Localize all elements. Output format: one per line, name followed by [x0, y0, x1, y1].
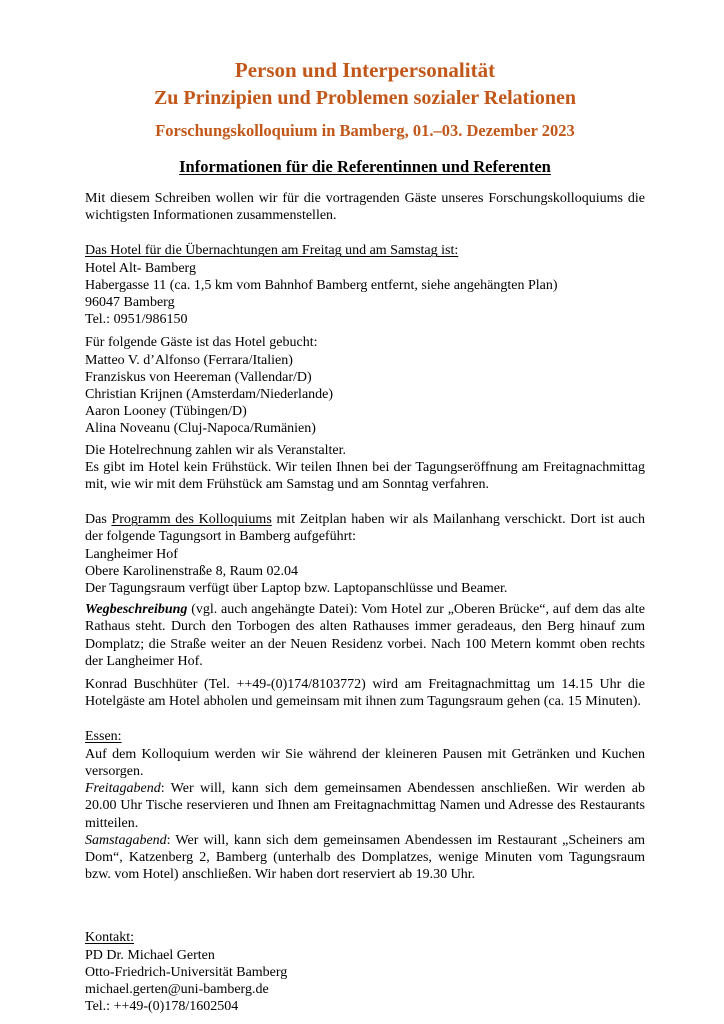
hotel-breakfast-note: Es gibt im Hotel kein Frühstück. Wir teilen Ihnen bei der Tagungseröffnung am Freitagnachmittag mit, wie wir mit dem Frühstück am Samstag und am Sonntag verfahren. [85, 459, 645, 493]
directions-text: (vgl. auch angehängte Datei): Vom Hotel zur „Oberen Brücke“, auf dem das alte Rathaus steht. Durch den Torbogen des alten Rathauses immer geradeaus, den Berg hinauf zum Domplatz; die Straße weiter an der Neuen Residenz vorbei. Nach 100 Metern kommt oben rechts der Langheimer Hof. [85, 602, 645, 669]
doc-heading-referenten: Informationen für die Referentinnen und Referenten [179, 157, 551, 176]
food-section-heading: Essen: [85, 729, 122, 745]
saturday-label: Samstagabend [85, 832, 167, 848]
venue-block [85, 546, 645, 598]
guest-item: Franziskus von Heereman (Vallendar/D) [85, 369, 312, 385]
program-intro [85, 511, 645, 545]
hotel-address-block [85, 260, 645, 329]
hotel-city: 96047 Bamberg [85, 295, 175, 311]
guest-item: Christian Krijnen (Amsterdam/Niederlande) [85, 387, 334, 403]
hotel-name: Hotel Alt- Bamberg [85, 260, 196, 276]
guests-intro: Für folgende Gäste ist das Hotel gebucht: [85, 335, 318, 351]
guest-item: Aaron Looney (Tübingen/D) [85, 404, 247, 420]
contact-email: michael.gerten@uni-bamberg.de [85, 981, 269, 997]
guest-item: Matteo V. d’Alfonso (Ferrara/Italien) [85, 352, 293, 368]
contact-university: Otto-Friedrich-Universität Bamberg [85, 964, 288, 980]
hotel-street: Habergasse 11 (ca. 1,5 km vom Bahnhof Bamberg entfernt, siehe angehängten Plan) [85, 277, 558, 293]
saturday-dinner-paragraph [85, 832, 645, 884]
contact-name: PD Dr. Michael Gerten [85, 947, 215, 963]
program-intro-before: Das [85, 512, 112, 528]
program-intro-after: mit Zeitplan haben wir als Mailanhang verschickt. Dort ist auch der folgende Tagungsort in Bamberg aufgeführt: [85, 512, 645, 545]
venue-street: Obere Karolinenstraße 8, Raum 02.04 [85, 563, 299, 579]
directions-paragraph [85, 601, 645, 670]
saturday-text: : Wer will, kann sich dem gemeinsamen Abendessen im Restaurant „Scheiners am Dom“, Katzenberg 2, Bamberg (unterhalb des Domplatzes, wenige Minuten vom Tagungsraum bzw. vom Hotel) anschließen. Wir haben dort reserviert ab 19.30 Uhr. [85, 832, 645, 883]
food-pauses-paragraph: Auf dem Kolloquium werden wir Sie während der kleineren Pausen mit Getränken und Kuchen versorgen. [85, 746, 645, 779]
contact-section-heading: Kontakt: [85, 930, 134, 946]
venue-equipment: Der Tagungsraum verfügt über Laptop bzw. Laptopanschlüsse und Beamer. [85, 581, 508, 597]
hotel-phone: Tel.: 0951/986150 [85, 312, 188, 328]
hotel-section-heading: Das Hotel für die Übernachtungen am Freitag und am Samstag ist: [85, 243, 459, 259]
venue-name: Langheimer Hof [85, 546, 178, 562]
guest-item: Alina Noveanu (Cluj-Napoca/Rumänien) [85, 421, 316, 437]
pickup-paragraph: Konrad Buschhüter (Tel. ++49-(0)174/8103772) wird am Freitagnachmittag um 14.15 Uhr die Hotelgäste am Hotel abholen und gemeinsam mit ihnen zum Tagungsraum gehen (ca. 15 Minuten). [85, 677, 645, 710]
intro-paragraph: Mit diesem Schreiben wollen wir für die vortragenden Gäste unseres Forschungskolloquiums die wichtigsten Informationen zusammenstellen. [85, 191, 645, 224]
event-date-line: Forschungskolloquium in Bamberg, 01.–03. Dezember 2023 [155, 121, 575, 140]
friday-dinner-paragraph [85, 780, 645, 832]
directions-label: Wegbeschreibung [85, 602, 188, 618]
hotel-payment-note: Die Hotelrechnung zahlen wir als Veranstalter. [85, 442, 346, 458]
document-header [85, 58, 645, 177]
program-intro-underlined: Programm des Kolloquiums [111, 512, 272, 528]
friday-text: : Wer will, kann sich dem gemeinsamen Abendessen anschließen. Wir werden ab 20.00 Uhr Tische reservieren und Ihnen am Freitagnachmittag Namen und Adresse des Restaurants mitteilen. [85, 781, 645, 831]
document-title: Person und Interpersonalität [234, 58, 496, 82]
friday-label: Freitagabend [85, 781, 161, 797]
contact-block [85, 947, 645, 1016]
document-subtitle: Zu Prinzipien und Problemen sozialer Relationen [153, 87, 577, 109]
contact-phone: Tel.: ++49-(0)178/1602504 [85, 999, 239, 1015]
guest-list [85, 352, 645, 438]
